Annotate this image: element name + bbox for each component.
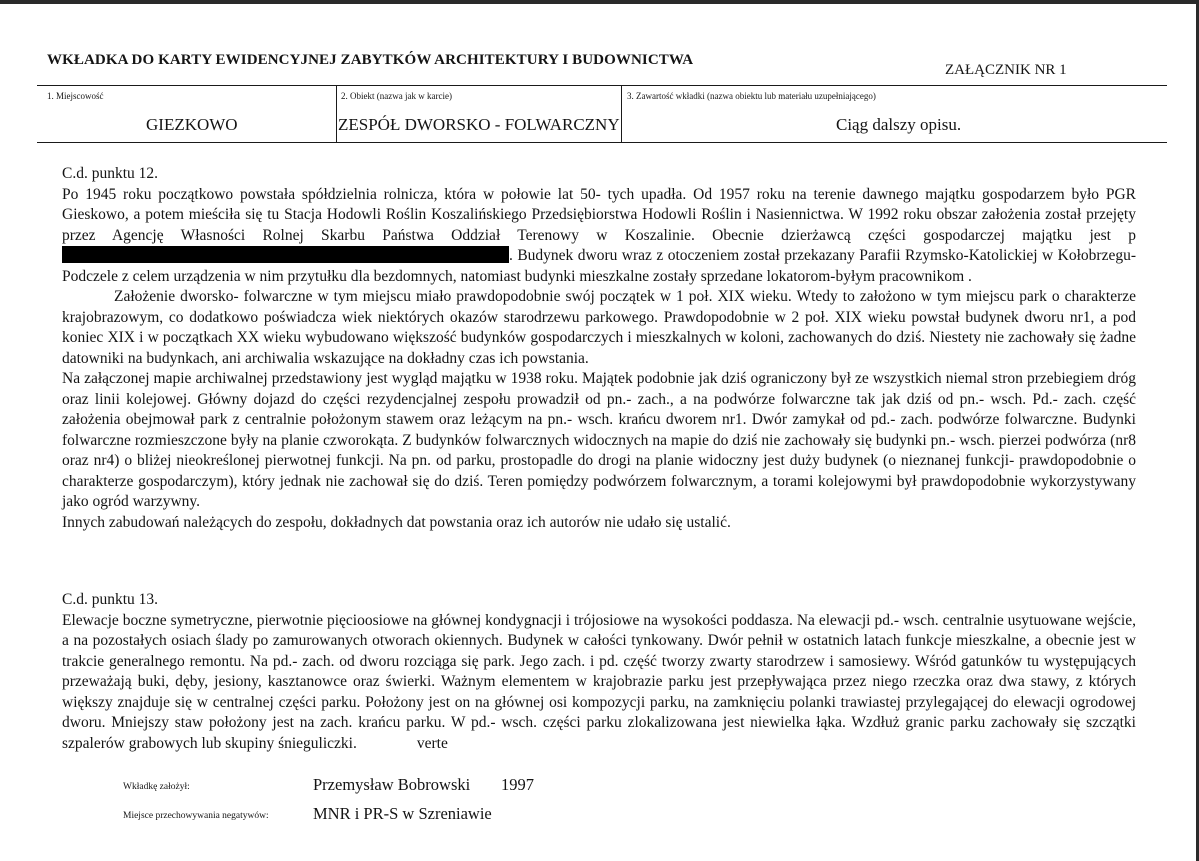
section-12-paragraph-4: Innych zabudowań należących do zespołu, dokładnych dat powstania oraz ich autorów nie udało się ustalić. bbox=[62, 513, 731, 531]
section-12-heading: C.d. punktu 12. bbox=[62, 165, 159, 182]
contents-label: 3. Zawartość wkładki (nazwa obiektu lub materiału uzupełniającego) bbox=[627, 91, 876, 101]
section-13-paragraph-1 bbox=[62, 611, 1136, 755]
header-table-divider-1 bbox=[336, 85, 337, 142]
object-value: ZESPÓŁ DWORSKO - FOLWARCZNY bbox=[338, 115, 620, 134]
section-12-paragraph-1-end: . Budynek dworu wraz z otoczeniem został przekazany Parafii Rzymsko-Katolickiej w Kołobrzegu- Podczele z celem urządzenia w nim przytułku dla bezdomnych, natomiast budynki mieszkalne zostały sprzedane lokatorom-byłym pracownikom . bbox=[62, 247, 1136, 285]
section-13-continuation bbox=[62, 590, 1136, 754]
section-13-paragraph-1-text: Elewacje boczne symetryczne, pierwotnie pięcioosiowe na głównej kondygnacji i trójosiowe na wysokości poddasza. Na elewacji pd.- wsch. centralnie usytuowane wejście, a na pozostałych osiach ślady po zamurowanych otworach okiennych. Budynek w całości tynkowany. Dwór pełnił w ostatnich latach funkcje mieszkalne, a obecnie jest w trakcie generalnego remontu. Na pd.- zach. od dworu rozciąga się park. Jego zach. i pd. część tworzy zwarty starodrzew i samosiewy. Wśród gatunków tu występujących przeważają buki, dęby, jesiony, kasztanowce oraz świerki. Ważnym elementem w krajobrazie parku jest przepływająca przez niego rzeczka oraz dwa stawy, z których większy znajduje się w centralnej części parku. Położony jest on na głównej osi kompozycji parku, na zamknięciu polanki trawiastej przylegającej do elewacji ogrodowej dworu. Mniejszy staw położony jest na zach. krańcu parku. W pd.- wsch. części parku zlokalizowana jest niewielka łąka. Wzdłuż granic parku zachowały się szczątki szpalerów grabowych lub skupiny śnieguliczki. bbox=[62, 611, 1136, 752]
header-table-top-rule bbox=[37, 85, 1167, 86]
document-title: WKŁADKA DO KARTY EWIDENCYJNEJ ZABYTKÓW ARCHITEKTURY I BUDOWNICTWA bbox=[47, 52, 694, 68]
object-label: 2. Obiekt (nazwa jak w karcie) bbox=[341, 91, 452, 101]
locality-label: 1. Miejscowość bbox=[47, 91, 104, 101]
author-year: 1997 bbox=[501, 775, 534, 794]
negatives-storage-value: MNR i PR-S w Szreniawie bbox=[313, 804, 492, 823]
section-12-paragraph-1 bbox=[62, 185, 1136, 288]
section-13-heading: C.d. punktu 13. bbox=[62, 591, 159, 608]
section-12-paragraph-2: Założenie dworsko- folwarczne w tym miejscu miało prawdopodobnie swój początek w 1 poł. XIX wieku. Wtedy to założono w tym miejscu park o charakterze krajobrazowym, co dodatkowo poświadcza wiek niektórych okazów starodrzewu parkowego. Prawdopodobnie w 2 poł. XIX wieku powstał budynek dworu nr1, a pod koniec XIX i w początkach XX wieku wybudowano większość budynków gospodarczych i mieszkalnych w koloni, zachowanych do dziś. Niestety nie zachowały się żadne datowniki na budynkach, ani archiwalia wskazujące na dokładny czas ich powstania. bbox=[62, 288, 1136, 367]
section-12-paragraph-1-start: Po 1945 roku początkowo powstała spółdzielnia rolnicza, która w połowie lat 50- tych upadła. Od 1957 roku na terenie dawnego majątku gospodarzem było PGR Gieskowo, a potem mieściła się tu Stacja Hodowli Roślin Koszalińskiego Przedsiębiorstwa Hodowli Roślin i Nasiennictwa. W 1992 roku obszar założenia został przejęty przez Agencję Własności Rolnej Skarbu Państwa Oddział Terenowy w Koszalinie. Obecnie dzierżawcą części gospodarczej majątku jest p bbox=[62, 185, 1136, 244]
header-table-divider-2 bbox=[621, 85, 622, 142]
verte-note: verte bbox=[416, 734, 448, 752]
locality-value: GIEZKOWO bbox=[146, 115, 238, 134]
author-name: Przemysław Bobrowski bbox=[313, 775, 471, 794]
author-label: Wkładkę założył: bbox=[123, 782, 190, 792]
redaction-bar bbox=[62, 246, 509, 263]
section-12-paragraph-3: Na załączonej mapie archiwalnej przedstawiony jest wygląd majątku w 1938 roku. Majątek podobnie jak dziś ograniczony był ze wszystkich niemal stron przebiegiem dróg oraz linii kolejowej. Główny dojazd do części rezydencjalnej zespołu prowadził od pn.- zach., a na podwórze folwarczne tak jak dziś od pn.- wsch. Pd.- zach. część założenia obejmował park z centralnie położonym stawem oraz leżącym na pn.- wsch. krańcu dworem nr1. Dwór zamykał od pd.- zach. podwórze folwarczne. Budynki folwarczne rozmieszczone były na planie czworokąta. Z budynków folwarcznych widocznych na mapie do dziś nie zachowały się budynki pn.- wsch. pierzei podwórza (nr8 oraz nr4) o bliżej nieokreślonej pierwotnej funkcji. Na pn. od parku, prostopadle do drogi na planie widoczny jest duży budynek (o nieznanej funkcji- prawdopodobnie o charakterze gospodarczym), który jednak nie zachował się do dziś. Teren pomiędzy podwórzem folwarcznym, a torami kolejowymi był prawdopodobnie wykorzystywany jako ogród warzywny. bbox=[62, 370, 1136, 510]
header-table-bottom-rule bbox=[37, 142, 1167, 143]
contents-value: Ciąg dalszy opisu. bbox=[836, 115, 962, 134]
section-12-continuation bbox=[62, 164, 1136, 533]
negatives-storage-label: Miejsce przechowywania negatywów: bbox=[123, 811, 269, 821]
annex-number: ZAŁĄCZNIK NR 1 bbox=[945, 62, 1067, 78]
scan-edge-top bbox=[0, 0, 1199, 4]
